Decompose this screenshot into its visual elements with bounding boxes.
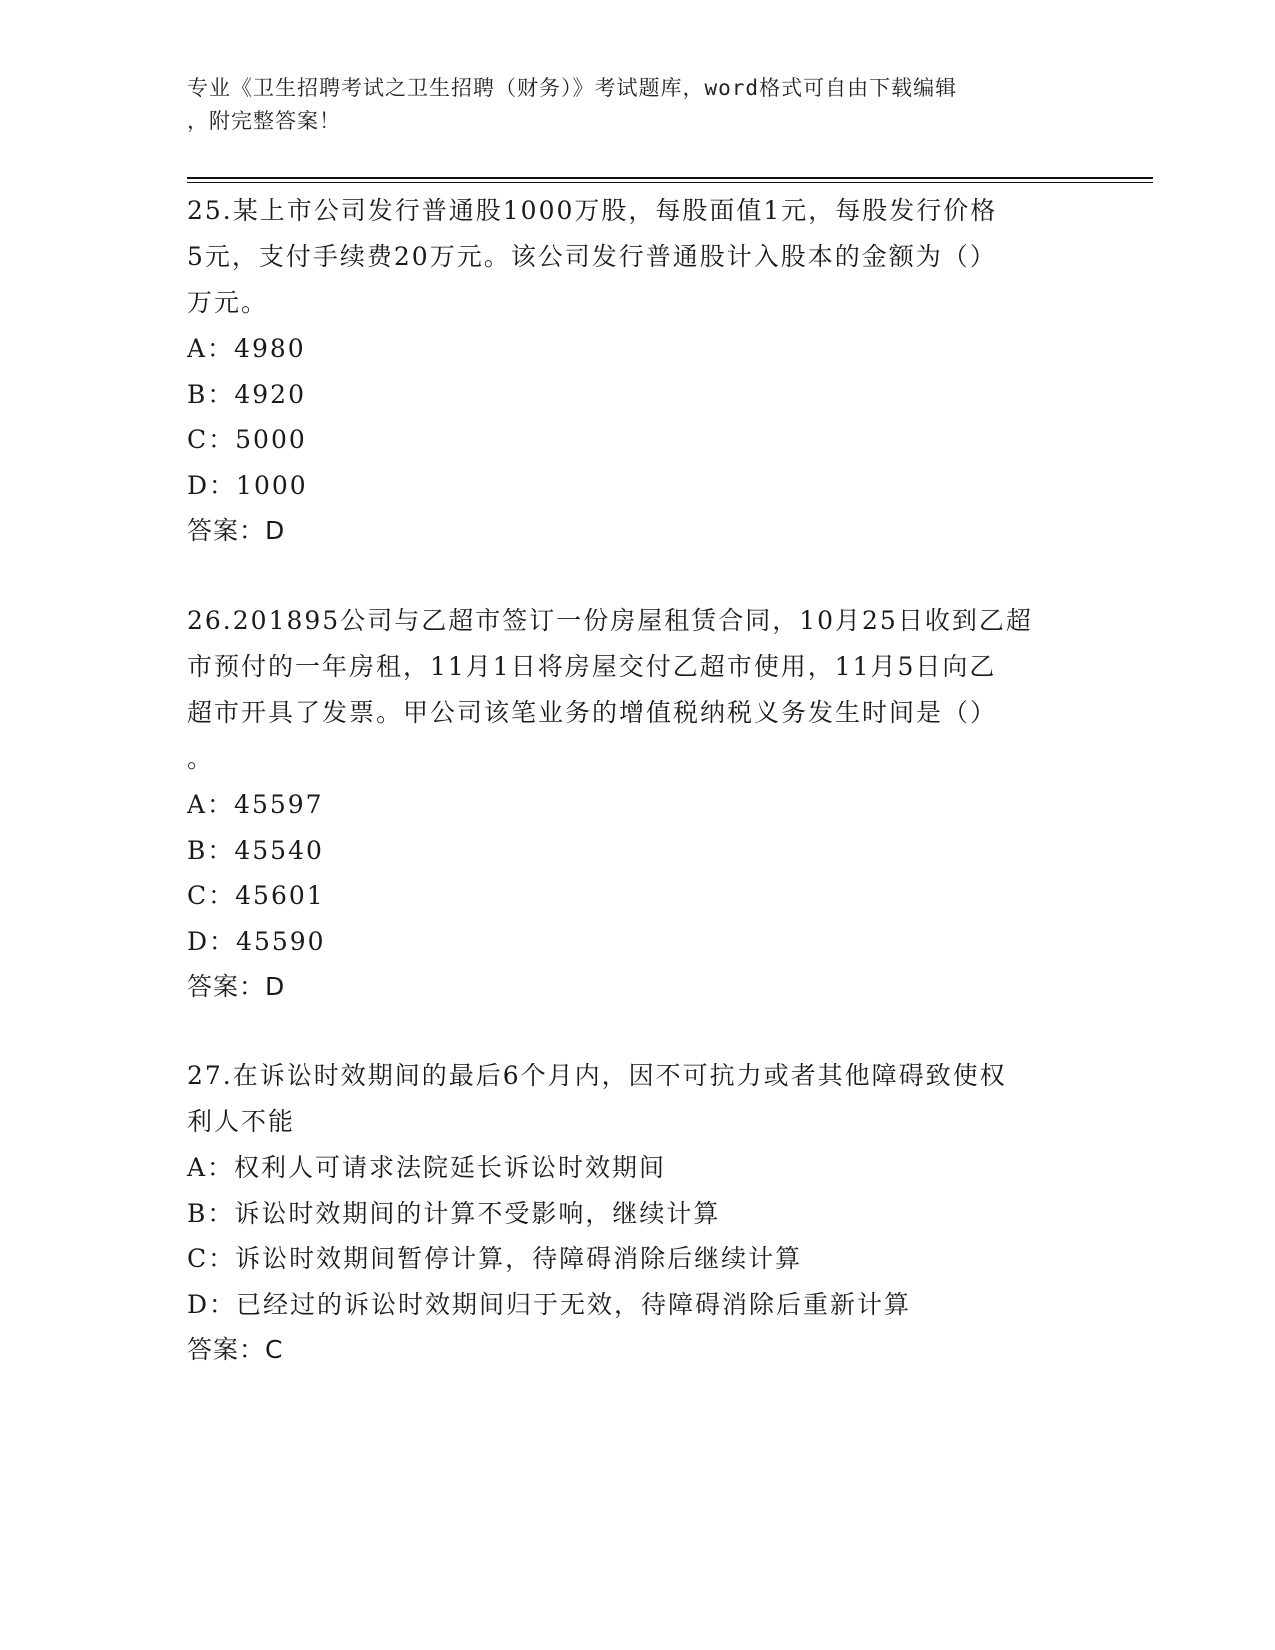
answer-line: 答案：D bbox=[187, 972, 286, 1001]
question-text-line: 5元，支付手续费20万元。该公司发行普通股计入股本的金额为（） bbox=[187, 242, 997, 271]
option-c: C：诉讼时效期间暂停计算，待障碍消除后继续计算 bbox=[187, 1244, 803, 1273]
answer-line: 答案：D bbox=[187, 516, 286, 545]
option-a: A：45597 bbox=[187, 790, 324, 819]
question-text-line: 。 bbox=[187, 744, 215, 773]
question-block bbox=[187, 188, 1077, 553]
header-divider-thin bbox=[187, 182, 1153, 183]
header-divider-thick bbox=[187, 177, 1153, 179]
question-text-line: 26.201895公司与乙超市签订一份房屋租赁合同，10月25日收到乙超 bbox=[187, 606, 1033, 635]
answer-line: 答案：C bbox=[187, 1335, 284, 1364]
option-d: D：45590 bbox=[187, 926, 326, 956]
option-b: B：4920 bbox=[187, 379, 306, 409]
question-text-line: 万元。 bbox=[187, 288, 269, 317]
option-d: D：1000 bbox=[187, 470, 308, 500]
option-c: C：45601 bbox=[187, 881, 325, 910]
question-text-line: 27.在诉讼时效期间的最后6个月内，因不可抗力或者其他障碍致使权 bbox=[187, 1061, 1007, 1090]
question-block bbox=[187, 598, 1077, 1009]
option-b: B：诉讼时效期间的计算不受影响，继续计算 bbox=[187, 1198, 721, 1228]
option-c: C：5000 bbox=[187, 425, 307, 454]
header-line: ，附完整答案！ bbox=[187, 109, 341, 133]
document-header-note bbox=[187, 72, 1067, 138]
option-b: B：45540 bbox=[187, 835, 324, 865]
question-text-line: 利人不能 bbox=[187, 1107, 296, 1136]
option-d: D：已经过的诉讼时效期间归于无效，待障碍消除后重新计算 bbox=[187, 1289, 912, 1319]
option-a: A：4980 bbox=[187, 334, 306, 363]
option-a: A：权利人可请求法院延长诉讼时效期间 bbox=[187, 1153, 667, 1182]
question-text-line: 25.某上市公司发行普通股1000万股，每股面值1元，每股发行价格 bbox=[187, 196, 998, 225]
question-block bbox=[187, 1053, 1077, 1372]
question-text-line: 市预付的一年房租，11月1日将房屋交付乙超市使用，11月5日向乙 bbox=[187, 652, 997, 681]
header-line: 专业《卫生招聘考试之卫生招聘（财务）》考试题库，word格式可自由下载编辑 bbox=[187, 76, 958, 100]
question-text-line: 超市开具了发票。甲公司该笔业务的增值税纳税义务发生时间是（） bbox=[187, 698, 998, 727]
